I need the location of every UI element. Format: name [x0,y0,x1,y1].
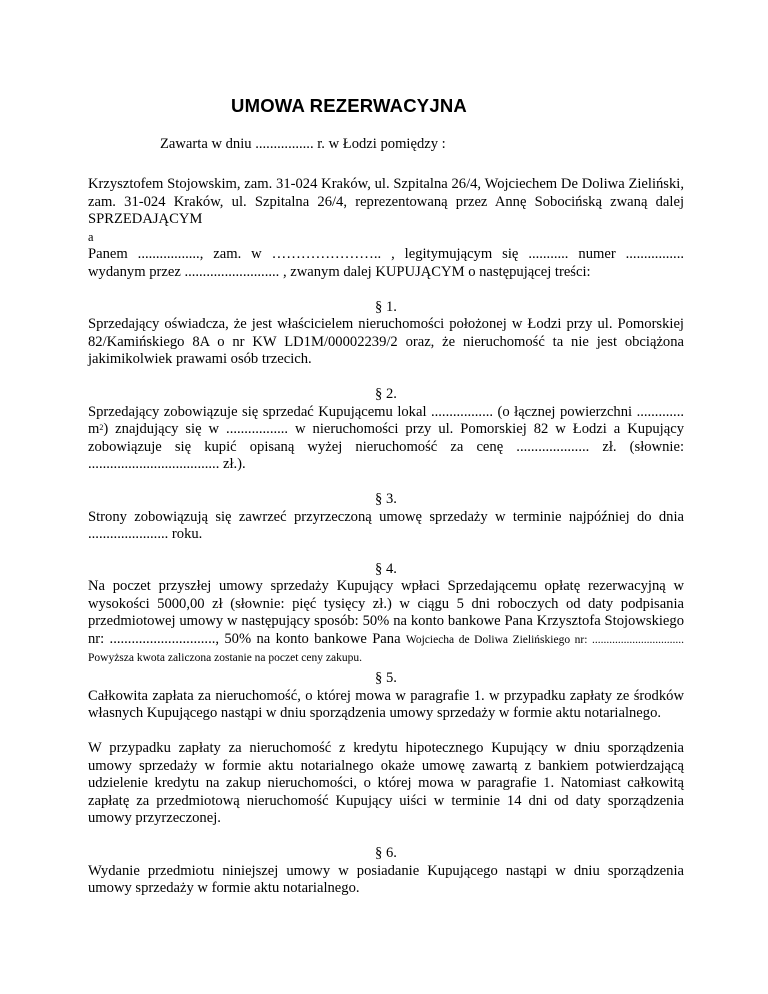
seller-paragraph: Krzysztofem Stojowskim, zam. 31-024 Kraków, ul. Szpitalna 26/4, Wojciechem De Doliwa Zieliński, zam. 31-024 Kraków, ul. Szpitalna 26/4, reprezentowaną przez Annę Sobocińską zwaną dalej SPRZEDAJĄCYM [88,176,684,228]
section-5-paragraph-1: Całkowita zapłata za nieruchomość, o której mowa w paragrafie 1. w przypadku zapłaty ze środków własnych Kupującego nastąpi w dniu sporządzenia umowy sprzedaży w formie aktu notarialnego. [88,687,684,722]
section-3-text: Strony zobowiązują się zawrzeć przyrzeczoną umowę sprzedaży w terminie najpóźniej do dnia ...................... roku. [88,508,684,543]
section-1-text: Sprzedający oświadcza, że jest właścicielem nieruchomości położonej w Łodzi przy ul. Pomorskiej 82/Kamińskiego 8A o nr KW LD1M/00002239/2 oraz, że nieruchomość ta nie jest obciążona jakimikolwiek prawami osób trzecich. [88,316,684,368]
section-4-text [88,578,684,666]
area-unit-superscript: 2 [99,423,104,433]
section-1-heading: § 1. [375,298,397,315]
buyer-line-2: wydanym przez .......................... , zwanym dalej KUPUJĄCYM o następującej treści: [88,263,591,280]
conjunction-a: a [88,229,94,244]
section-4-text-a: Na poczet przyszłej umowy sprzedaży Kupujący wpłaci Sprzedającemu opłatę rezerwacyjną w wysokości 5000,00 zł (słownie: pięć tysięcy zł.) w ciągu 5 dni roboczych od daty podpisania przedmiotowej umowy w następujący sposób: 50% na konto bankowe Pana Krzysztofa Stojowskiego nr: ............................., 50% na konto bankowe Pana [88,578,684,648]
section-4-heading: § 4. [375,560,397,577]
intro-line: Zawarta w dniu ................ r. w Łodzi pomiędzy : [160,136,446,152]
section-6-text: Wydanie przedmiotu niniejszej umowy w posiadanie Kupującego nastąpi w dniu sporządzenia umowy sprzedaży w formie aktu notarialnego. [88,862,684,897]
document-title: UMOWA REZERWACYJNA [231,95,467,116]
section-2-text-a: Sprzedający zobowiązuje się sprzedać Kupującemu lokal ................. (o łącznej powierzchni ............. m [88,403,684,438]
section-2-text [88,404,684,474]
spacer [88,723,684,740]
buyer-line-1: Panem ................., zam. w ………………….. , legitymującym się ........... numer ................ [88,246,684,263]
section-6-heading: § 6. [375,845,397,861]
section-3-heading: § 3. [375,490,397,507]
section-2-heading: § 2. [375,385,397,402]
document-body [88,176,684,898]
section-5-paragraph-2: W przypadku zapłaty za nieruchomość z kredytu hipotecznego Kupujący w dniu sporządzenia umowy sprzedaży w formie aktu notarialnego okaże umowę zawartą z bankiem potwierdzającą udzielenie kredytu na zakup nieruchomości, o której mowa w paragrafie 1. Natomiast całkowitą zapłatę za przedmiotową nieruchomość Kupujący uiści w terminie 14 dni od daty sporządzenia umowy przyrzeczonej. [88,740,684,827]
section-2-text-b: ) znajdujący się w ................. w nieruchomości przy ul. Pomorskiej 82 w Łodzi a Kupujący zobowiązuje się kupić opisaną wyżej nieruchomość za cenę .................... zł. (słownie: .................................... zł.). [88,421,684,473]
section-5-heading: § 5. [375,670,397,687]
section-4-text-b: Wojciecha de Doliwa Zielińskiego nr: ................................ Powyższa kwota zaliczona zostanie na poczet ceny zakupu. [88,634,684,664]
